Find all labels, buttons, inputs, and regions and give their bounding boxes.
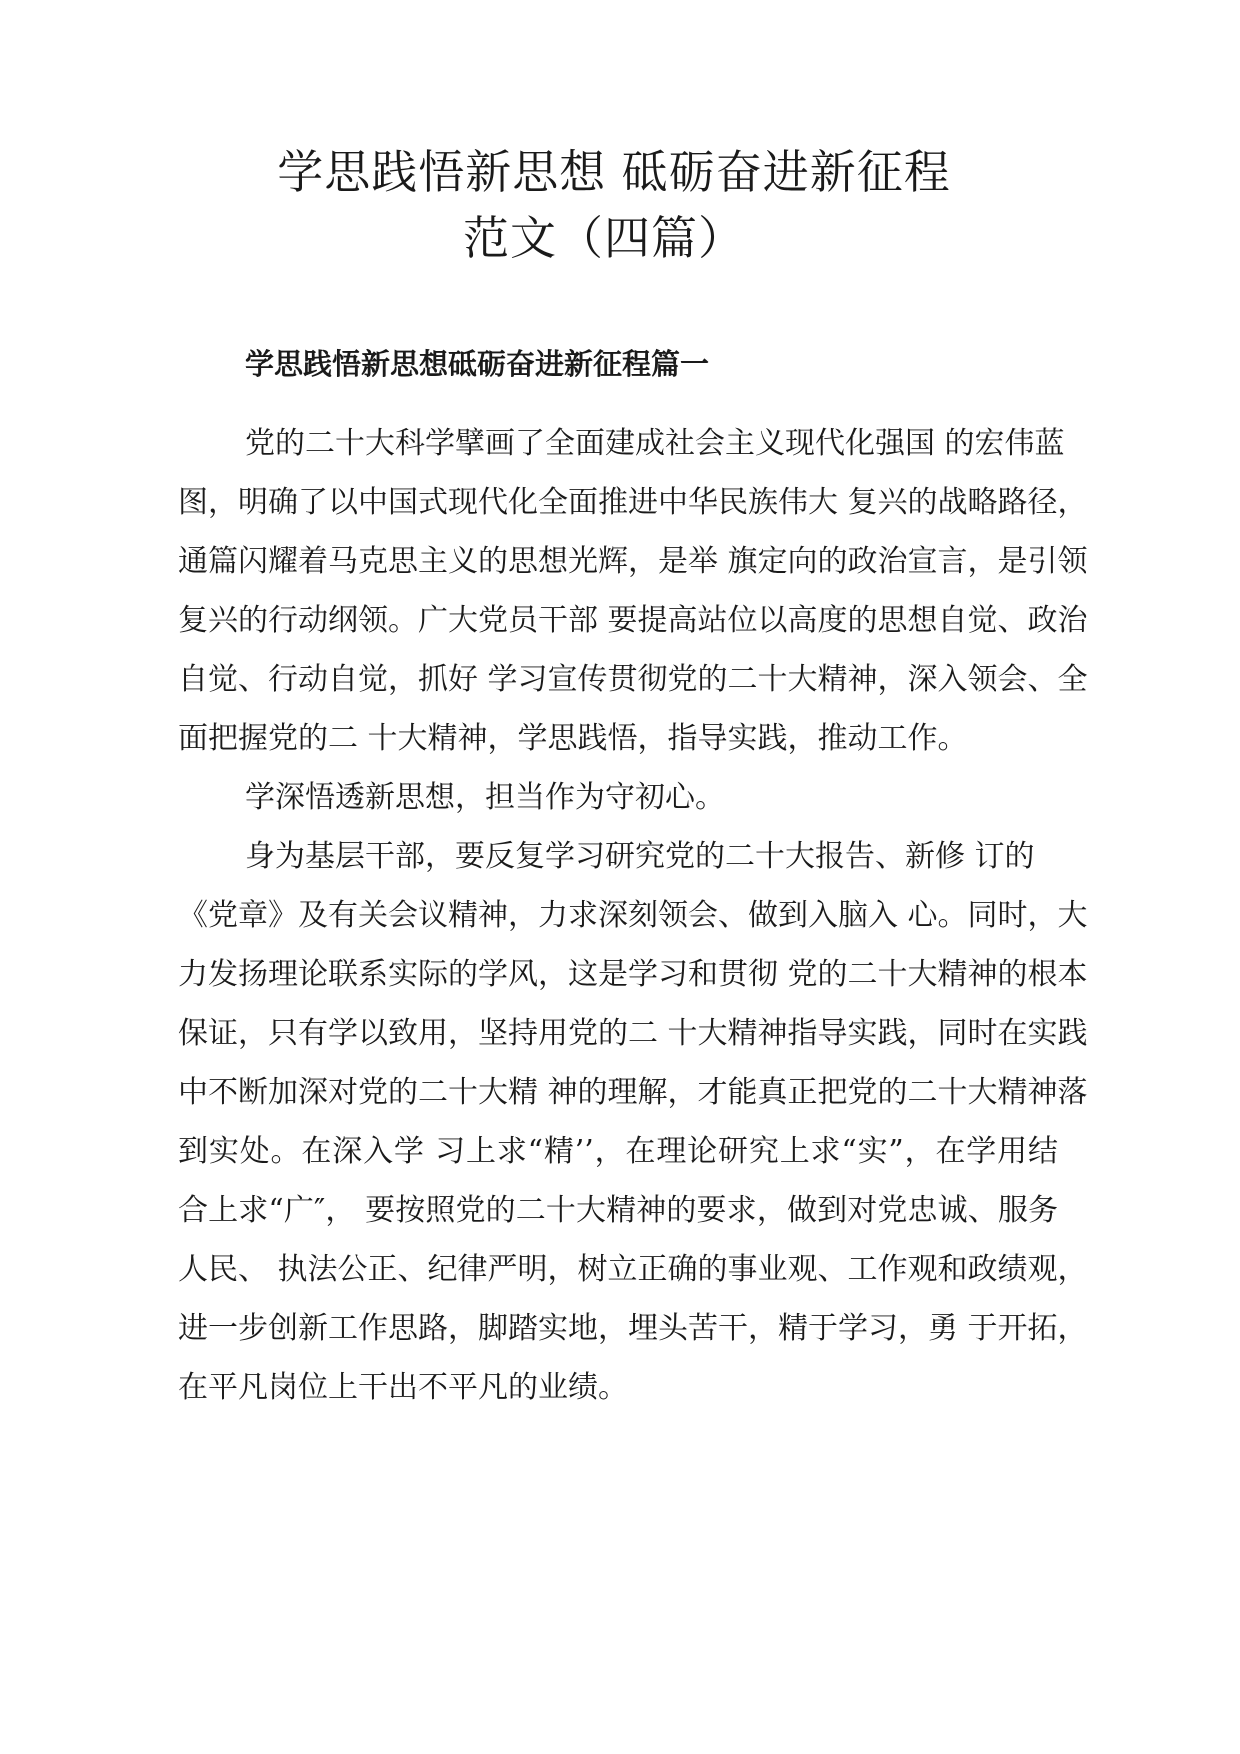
paragraph-line: 进一步创新工作思路，脚踏实地，埋头苦干，精于学习，勇 于开拓，: [178, 1311, 1088, 1346]
document-title-line-1: 学思践悟新思想 砥砺奋进新征程: [277, 145, 951, 199]
paragraph-line: 力发扬理论联系实际的学风，这是学习和贯彻 党的二十大精神的根本: [178, 957, 1088, 992]
paragraph-line: 到实处。在深入学 习上求“精’’，在理论研究上求“实”，在学用结: [178, 1134, 1058, 1169]
paragraph-line: 学深悟透新思想，担当作为守初心。: [245, 780, 725, 815]
paragraph-line: 在平凡岗位上干出不平凡的业绩。: [178, 1370, 628, 1405]
paragraph-line: 党的二十大科学擘画了全面建成社会主义现代化强国 的宏伟蓝: [245, 426, 1065, 461]
paragraph-line: 保证，只有学以致用，坚持用党的二 十大精神指导实践，同时在实践: [178, 1016, 1088, 1051]
paragraph-line: 通篇闪耀着马克思主义的思想光辉，是举 旗定向的政治宣言，是引领: [178, 544, 1088, 579]
paragraph-line: 图，明确了以中国式现代化全面推进中华民族伟大 复兴的战略路径，: [178, 485, 1088, 520]
paragraph-line: 身为基层干部，要反复学习研究党的二十大报告、新修 订的: [245, 839, 1035, 874]
document-title-line-2: 范文（四篇）: [463, 211, 745, 265]
paragraph-line: 《党章》及有关会议精神，力求深刻领会、做到入脑入 心。同时，大: [178, 898, 1088, 933]
paragraph-line: 合上求“广″， 要按照党的二十大精神的要求，做到对党忠诚、服务: [178, 1193, 1058, 1228]
section-heading: 学思践悟新思想砥砺奋进新征程篇一: [245, 347, 710, 381]
paragraph-line: 面把握党的二 十大精神，学思践悟，指导实践，推动工作。: [178, 721, 968, 756]
paragraph-line: 中不断加深对党的二十大精 神的理解，才能真正把党的二十大精神落: [178, 1075, 1088, 1110]
paragraph-line: 复兴的行动纲领。广大党员干部 要提高站位以高度的思想自觉、政治: [178, 603, 1088, 638]
paragraph-line: 人民、 执法公正、纪律严明，树立正确的事业观、工作观和政绩观，: [178, 1252, 1088, 1287]
paragraph-line: 自觉、行动自觉，抓好 学习宣传贯彻党的二十大精神，深入领会、全: [178, 662, 1088, 697]
